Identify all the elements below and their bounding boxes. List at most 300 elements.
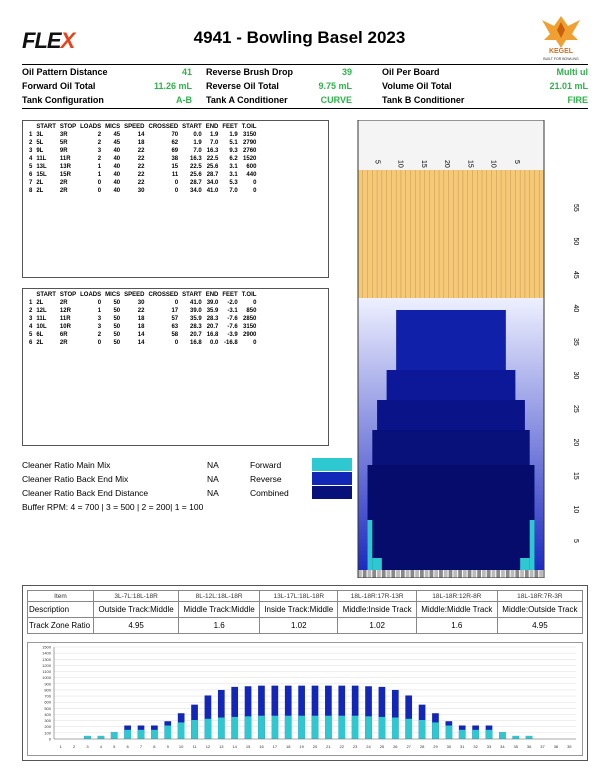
forward-bar xyxy=(191,720,198,739)
table-cell: 30 xyxy=(137,300,145,306)
table-cell: 13R xyxy=(59,164,71,170)
table-cell: 1 xyxy=(97,172,102,178)
column-header: T.OIL xyxy=(241,124,257,130)
table-cell: 35.9 xyxy=(206,308,219,314)
table-cell: 850 xyxy=(246,308,257,314)
lane-top-label: 5 xyxy=(373,160,381,164)
table-cell: 2R xyxy=(59,180,68,186)
x-tick-label: 20 xyxy=(312,744,318,749)
forward-bar xyxy=(499,732,506,739)
table-cell: 2L xyxy=(36,188,44,194)
x-tick-label: 19 xyxy=(299,744,304,749)
y-tick-label: 800 xyxy=(44,687,51,693)
table-cell: 3 xyxy=(97,148,102,154)
lane-foot xyxy=(511,570,515,578)
lane-foot xyxy=(415,570,419,578)
oil-chart xyxy=(27,642,583,756)
table-cell: 58 xyxy=(171,332,179,338)
forward-edge-left xyxy=(368,520,373,570)
table-cell: 5 xyxy=(29,332,33,338)
x-tick-label: 9 xyxy=(166,744,169,749)
table-row xyxy=(27,315,258,323)
lane-top-label: 20 xyxy=(443,160,450,168)
lane-foot xyxy=(487,570,491,578)
table-cell: 22 xyxy=(137,148,145,154)
table-cell: 9R xyxy=(59,148,68,154)
table-cell: 2900 xyxy=(243,332,257,338)
lane-foot xyxy=(377,570,381,578)
lane-foot xyxy=(515,570,519,578)
forward-bar xyxy=(352,716,359,739)
table-cell: 69 xyxy=(171,148,179,154)
stat-tank-a-conditioner: Tank A Conditioner CURVE xyxy=(206,95,352,105)
y-tick-label: 100 xyxy=(44,730,51,736)
table-cell: 3150 xyxy=(243,132,257,138)
y-tick-label: 200 xyxy=(44,724,51,730)
table-cell: 12R xyxy=(59,308,71,314)
y-tick-label: 1200 xyxy=(42,662,51,668)
x-tick-label: 15 xyxy=(245,744,251,749)
table-cell: 11 xyxy=(171,172,179,178)
table-cell: 14 xyxy=(137,132,145,138)
table-cell: 50 xyxy=(113,340,121,346)
track-cell: 18L-18R:12R-8R xyxy=(416,591,497,602)
forward-bar xyxy=(138,730,145,739)
table-cell: 5 xyxy=(29,164,33,170)
stat-volume-oil-total: Volume Oil Total 21.01 mL xyxy=(382,81,588,91)
table-cell: 3 xyxy=(29,148,33,154)
x-tick-label: 33 xyxy=(486,744,492,749)
x-tick-label: 31 xyxy=(460,744,465,749)
flex-logo: FLEX xyxy=(22,28,75,53)
lane-foot xyxy=(425,570,429,578)
table-cell: 7.0 xyxy=(193,148,202,154)
forward-bar xyxy=(325,716,332,739)
table-cell: 13L xyxy=(36,164,47,170)
lane-foot xyxy=(530,570,534,578)
y-tick-label: 1400 xyxy=(42,650,51,656)
table-cell: 2L xyxy=(36,300,44,306)
cleaner-main-mix: Cleaner Ratio Main Mix NA Forward xyxy=(22,460,282,470)
column-header: END xyxy=(205,292,219,298)
table-cell: 10L xyxy=(36,324,47,330)
track-cell: Outside Track:Middle xyxy=(94,602,179,618)
table-cell: 1 xyxy=(29,300,33,306)
table-cell: 1 xyxy=(97,164,102,170)
table-cell: 7.0 xyxy=(210,140,219,146)
table-cell: 57 xyxy=(171,316,179,322)
table-header-row xyxy=(27,291,258,299)
stat-tank-configuration: Tank Configuration A-B xyxy=(22,95,192,105)
table-row xyxy=(27,187,258,195)
x-tick-label: 39 xyxy=(567,744,572,749)
table-cell: 20.7 xyxy=(190,332,202,338)
lane-foot xyxy=(396,570,400,578)
table-row xyxy=(27,155,258,163)
table-cell: 2 xyxy=(97,132,102,138)
lane-oil-graphic xyxy=(352,120,588,578)
table-cell: 40 xyxy=(113,180,121,186)
forward-bar xyxy=(365,716,372,739)
table-cell: 2R xyxy=(59,340,68,346)
track-cell: 18L-18R:17R-13R xyxy=(338,591,416,602)
table-cell: 1520 xyxy=(243,156,257,162)
forward-swatch xyxy=(312,458,354,471)
forward-pass-table xyxy=(22,120,329,278)
table-cell: 2L xyxy=(36,340,44,346)
track-cell: Middle:Outside Track xyxy=(497,602,582,618)
forward-bar xyxy=(446,726,453,739)
table-cell: 0 xyxy=(97,300,102,306)
x-tick-label: 32 xyxy=(473,744,478,749)
table-cell: 34.0 xyxy=(206,180,219,186)
lane-foot xyxy=(420,570,424,578)
forward-bar xyxy=(205,719,212,739)
x-tick-label: 14 xyxy=(232,744,237,749)
table-cell: 34.0 xyxy=(190,188,202,194)
forward-bar xyxy=(218,718,225,739)
table-cell: 1 xyxy=(97,308,102,314)
table-cell: 10R xyxy=(59,324,71,330)
column-header: STOP xyxy=(59,124,77,130)
table-cell: 6 xyxy=(29,172,33,178)
y-tick-label: 0 xyxy=(48,736,51,742)
column-header: FEET xyxy=(222,292,238,298)
table-cell: 35.9 xyxy=(190,316,202,322)
table-cell: 30 xyxy=(137,188,145,194)
table-cell: 2850 xyxy=(243,316,257,322)
x-tick-label: 4 xyxy=(99,744,102,749)
table-cell: 40 xyxy=(113,172,121,178)
track-cell: Middle:Middle Track xyxy=(416,602,497,618)
table-cell: 41.0 xyxy=(206,188,219,194)
lane-foot xyxy=(434,570,438,578)
x-tick-label: 29 xyxy=(433,744,438,749)
table-cell: 3L xyxy=(36,132,44,138)
table-cell: 28.7 xyxy=(190,180,202,186)
x-tick-label: 30 xyxy=(446,744,452,749)
pattern-stats xyxy=(22,66,588,108)
lane-top-label: 10 xyxy=(396,160,404,168)
table-row xyxy=(27,307,258,315)
column-header: START xyxy=(182,292,202,298)
table-cell: 15 xyxy=(171,164,179,170)
table-cell: 0 xyxy=(174,180,179,186)
table-row xyxy=(27,171,258,179)
table-cell: 2 xyxy=(97,156,102,162)
y-tick-label: 1100 xyxy=(42,669,51,675)
forward-bar xyxy=(298,716,305,739)
forward-bar xyxy=(486,730,493,739)
table-cell: 0 xyxy=(253,340,257,346)
table-cell: 20.7 xyxy=(206,324,219,330)
lane-foot xyxy=(368,570,372,578)
lane-foot xyxy=(444,570,448,578)
column-header xyxy=(27,291,34,299)
lane-foot xyxy=(463,570,467,578)
table-cell: 0 xyxy=(174,300,179,306)
x-tick-label: 16 xyxy=(259,744,264,749)
column-header: T.OIL xyxy=(241,292,257,298)
table-cell: 50 xyxy=(113,324,121,330)
stat-tank-b-conditioner: Tank B Conditioner FIRE xyxy=(382,95,588,105)
track-cell: 8L-12L:18L-18R xyxy=(179,591,260,602)
stat-oil-pattern-distance: Oil Pattern Distance 41 xyxy=(22,67,192,77)
table-cell: 2 xyxy=(97,140,102,146)
table-header-row xyxy=(27,123,258,131)
x-tick-label: 18 xyxy=(286,744,291,749)
table-cell: 62 xyxy=(171,140,179,146)
y-tick-label: 1300 xyxy=(42,656,51,662)
lane-distance-label: 35 xyxy=(572,338,579,346)
x-tick-label: 8 xyxy=(153,744,156,749)
track-zone-section xyxy=(22,585,588,761)
table-cell: 3 xyxy=(97,316,102,322)
table-cell: 2L xyxy=(36,180,44,186)
forward-bar xyxy=(245,716,252,739)
table-cell: 2 xyxy=(97,332,102,338)
lane-foot xyxy=(501,570,505,578)
table-cell: 40 xyxy=(113,148,121,154)
x-tick-label: 36 xyxy=(526,744,532,749)
track-cell: Middle Track:Middle xyxy=(179,602,260,618)
table-cell: 0 xyxy=(97,180,102,186)
table-cell: -3.1 xyxy=(227,308,238,314)
table-cell: 0.0 xyxy=(210,340,219,346)
table-cell: 28.3 xyxy=(206,316,219,322)
lane-foot xyxy=(539,570,543,578)
forward-bar xyxy=(178,722,185,739)
forward-bar xyxy=(164,726,171,739)
lane-distance-label: 10 xyxy=(572,505,579,514)
x-tick-label: 13 xyxy=(219,744,224,749)
lane-top-label: 15 xyxy=(419,160,427,168)
lane-foot xyxy=(410,570,414,578)
forward-bar xyxy=(151,730,158,739)
lane-foot xyxy=(387,570,391,578)
forward-bar xyxy=(338,716,345,739)
lane-foot xyxy=(391,570,395,578)
track-description-row xyxy=(28,602,583,618)
oil-layer xyxy=(368,465,535,570)
stat-forward-oil-total: Forward Oil Total 11.26 mL xyxy=(22,81,192,91)
stat-reverse-oil-total: Reverse Oil Total 9.75 mL xyxy=(206,81,352,91)
forward-bar xyxy=(419,720,426,739)
lane-top-label: 10 xyxy=(489,160,497,168)
forward-bar xyxy=(472,730,479,739)
lane-foot xyxy=(506,570,510,578)
column-header: LOADS xyxy=(80,292,102,298)
forward-bar xyxy=(432,722,439,739)
table-cell: 28.7 xyxy=(206,172,219,178)
table-cell: 2R xyxy=(59,300,68,306)
lane-distance-label: 5 xyxy=(572,539,579,543)
table-cell: 11R xyxy=(59,156,71,162)
table-cell: 39.0 xyxy=(190,308,202,314)
column-header: LOADS xyxy=(80,124,102,130)
table-cell: 40 xyxy=(113,188,121,194)
track-cell: Inside Track:Middle xyxy=(260,602,338,618)
table-cell: 3 xyxy=(97,324,102,330)
forward-bar xyxy=(459,730,466,739)
track-cell: 1.02 xyxy=(260,618,338,634)
y-tick-label: 1000 xyxy=(42,675,51,681)
table-cell: 2R xyxy=(59,188,68,194)
table-cell: 0 xyxy=(253,180,257,186)
table-cell: 14 xyxy=(137,340,145,346)
track-cell: Track Zone Ratio xyxy=(28,618,94,634)
track-cell: 1.6 xyxy=(416,618,497,634)
forward-bar xyxy=(526,736,533,739)
track-cell: 1.6 xyxy=(179,618,260,634)
table-cell: 14 xyxy=(137,332,145,338)
forward-edge-right xyxy=(530,520,535,570)
track-cell: 3L-7L:18L-18R xyxy=(94,591,179,602)
table-cell: 39.0 xyxy=(206,300,219,306)
table-cell: 16.3 xyxy=(190,156,202,162)
table-cell: 4 xyxy=(29,156,33,162)
x-tick-label: 3 xyxy=(86,744,89,749)
x-tick-label: 34 xyxy=(500,744,505,749)
x-tick-label: 5 xyxy=(113,744,116,749)
lane-foot xyxy=(468,570,472,578)
table-cell: 1 xyxy=(29,132,33,138)
lane-distance-label: 15 xyxy=(572,472,579,480)
column-header: START xyxy=(182,124,202,130)
table-cell: 3.1 xyxy=(229,172,238,178)
table-cell: 4 xyxy=(29,324,33,330)
table-cell: 6 xyxy=(29,340,33,346)
table-cell: 38 xyxy=(171,156,179,162)
x-tick-label: 1 xyxy=(59,744,62,749)
table-row xyxy=(27,139,258,147)
table-cell: 50 xyxy=(113,308,121,314)
table-cell: 22 xyxy=(137,180,145,186)
table-cell: 9L xyxy=(36,148,44,154)
y-tick-label: 400 xyxy=(44,711,51,717)
x-tick-label: 21 xyxy=(326,744,331,749)
table-row xyxy=(27,163,258,171)
buffer-rpm: Buffer RPM: 4 = 700 | 3 = 500 | 2 = 200| 1 = 100 xyxy=(22,502,204,512)
column-header: MICS xyxy=(105,292,121,298)
table-cell: 7 xyxy=(29,180,33,186)
column-header: CROSSED xyxy=(148,124,179,130)
lane-foot xyxy=(439,570,443,578)
reverse-pass-table xyxy=(22,288,329,446)
table-cell: -3.9 xyxy=(227,332,238,338)
column-header: MICS xyxy=(105,124,121,130)
forward-bar xyxy=(512,736,519,739)
track-ratio-row xyxy=(28,618,583,634)
track-cell: Middle:Inside Track xyxy=(338,602,416,618)
lane-foot xyxy=(472,570,476,578)
lane-top-label: 5 xyxy=(512,160,520,164)
track-cell: Description xyxy=(28,602,94,618)
lane-foot xyxy=(401,570,405,578)
table-cell: 22.5 xyxy=(190,164,202,170)
lane-foot xyxy=(482,570,486,578)
column-header: CROSSED xyxy=(148,292,179,298)
forward-moves xyxy=(27,123,258,195)
table-cell: 7.0 xyxy=(229,188,238,194)
table-row xyxy=(27,299,258,307)
table-cell: 0 xyxy=(174,188,179,194)
table-cell: 22 xyxy=(137,156,145,162)
table-cell: 0 xyxy=(253,300,257,306)
table-cell: 50 xyxy=(113,300,121,306)
table-row xyxy=(27,131,258,139)
table-cell: 45 xyxy=(113,140,121,146)
table-cell: 50 xyxy=(113,316,121,322)
y-tick-label: 500 xyxy=(44,705,51,711)
x-tick-label: 17 xyxy=(272,744,278,749)
x-tick-label: 28 xyxy=(419,744,425,749)
table-cell: 3 xyxy=(29,316,33,322)
track-cell: 4.95 xyxy=(94,618,179,634)
x-tick-label: 24 xyxy=(366,744,371,749)
x-tick-label: 26 xyxy=(393,744,398,749)
table-cell: 600 xyxy=(246,164,257,170)
forward-bar xyxy=(84,736,91,739)
table-cell: 1.9 xyxy=(229,132,238,138)
table-row xyxy=(27,147,258,155)
reverse-moves xyxy=(27,291,258,347)
table-cell: 0 xyxy=(174,340,179,346)
column-header: STOP xyxy=(59,292,77,298)
table-cell: -7.6 xyxy=(227,316,238,322)
y-tick-label: 700 xyxy=(44,693,51,699)
lane-foot xyxy=(363,570,367,578)
lane-foot xyxy=(534,570,538,578)
lane-foot xyxy=(492,570,496,578)
lane-top-label: 15 xyxy=(466,160,474,168)
stats-rule xyxy=(22,108,588,109)
table-cell: 3150 xyxy=(243,324,257,330)
table-cell: 8 xyxy=(29,188,33,194)
table-cell: 40 xyxy=(113,164,121,170)
x-tick-label: 7 xyxy=(139,744,143,749)
page-title: 4941 - Bowling Basel 2023 xyxy=(193,28,406,47)
lane-foot xyxy=(449,570,453,578)
lane-distance-label: 55 xyxy=(572,204,579,212)
forward-base-right xyxy=(520,558,530,570)
x-tick-label: 27 xyxy=(406,744,411,749)
lane-foot xyxy=(496,570,500,578)
table-cell: 6R xyxy=(59,332,68,338)
cleaner-ratios xyxy=(22,458,312,514)
table-cell: 0.0 xyxy=(193,132,202,138)
table-cell: 11L xyxy=(36,316,47,322)
x-tick-label: 37 xyxy=(540,744,545,749)
x-tick-label: 38 xyxy=(553,744,559,749)
table-cell: 40 xyxy=(113,156,121,162)
table-cell: 6.2 xyxy=(229,156,238,162)
track-zone-table xyxy=(27,590,583,634)
forward-bar xyxy=(231,717,238,739)
y-tick-label: 600 xyxy=(44,699,51,705)
lane-foot xyxy=(458,570,462,578)
table-cell: 50 xyxy=(113,332,121,338)
header-rule xyxy=(22,64,588,65)
table-cell: 15L xyxy=(36,172,47,178)
column-header: START xyxy=(36,292,56,298)
forward-bar xyxy=(272,716,279,739)
lane-foot xyxy=(525,570,529,578)
table-row xyxy=(27,339,258,347)
table-cell: 22 xyxy=(137,164,145,170)
column-header: SPEED xyxy=(124,124,145,130)
lane-distance-label: 25 xyxy=(572,405,579,413)
